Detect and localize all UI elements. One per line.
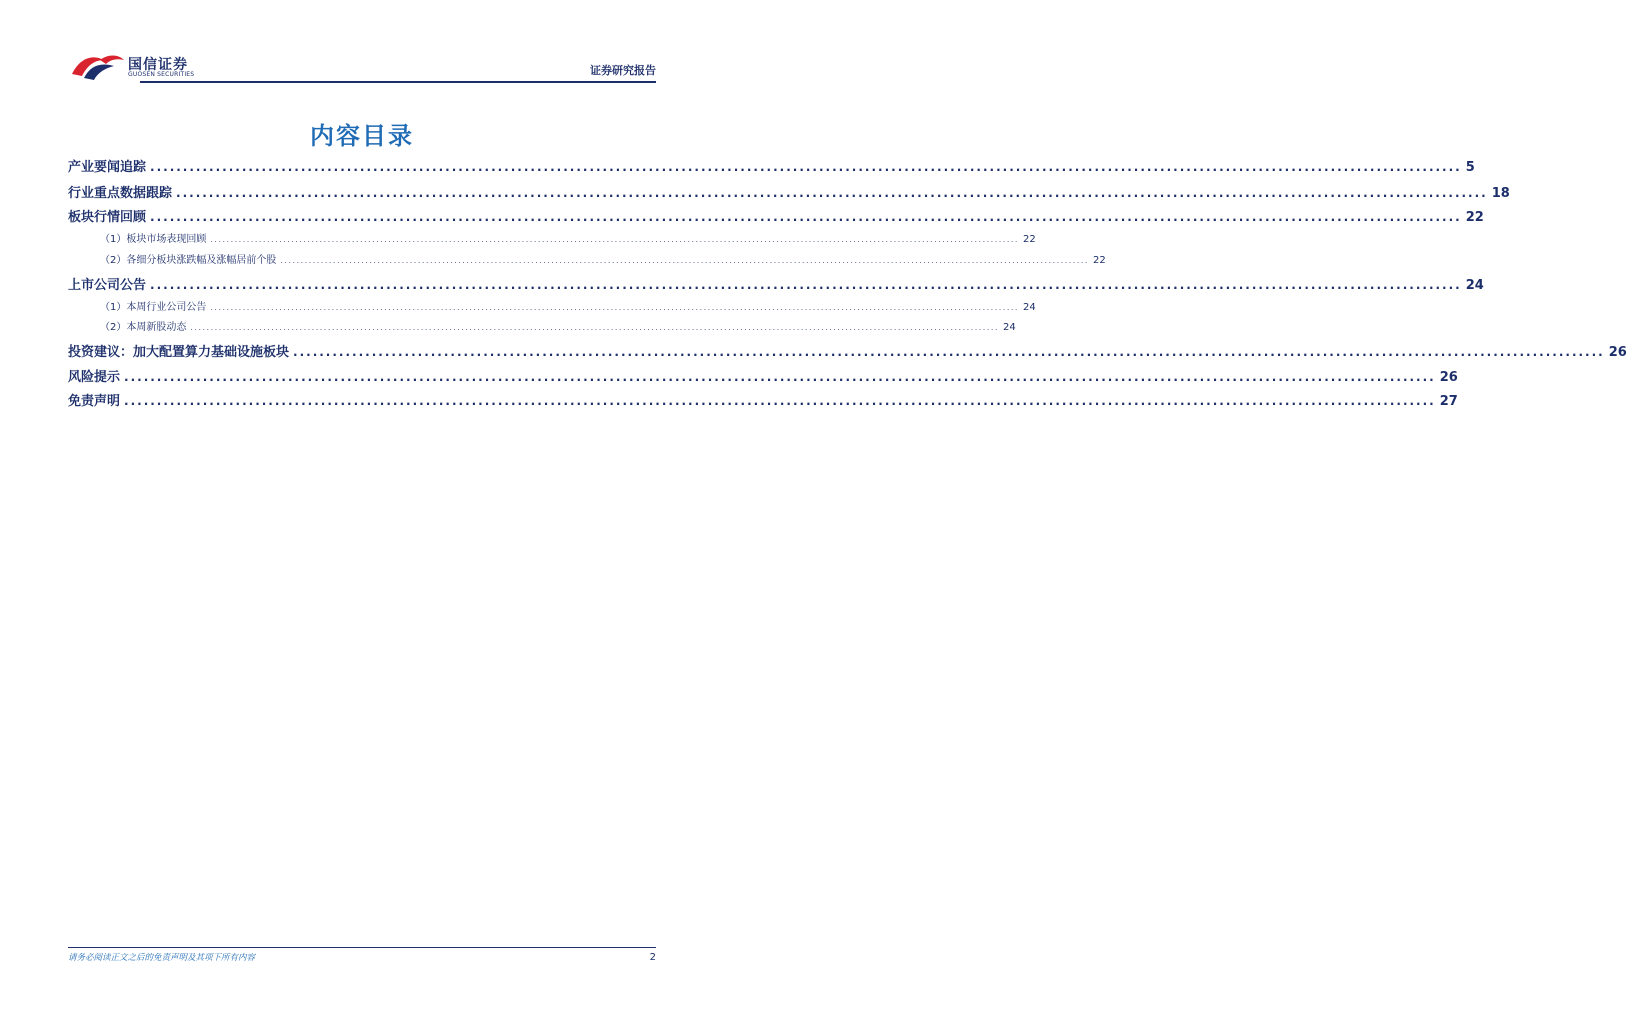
toc-entry[interactable] [68,390,1458,409]
toc-entry[interactable] [68,274,1484,293]
toc-entry-page: 26 [1439,370,1458,385]
toc-leader-dots: ........................................................................................................................................................................................................ [210,235,1019,244]
toc-entry-label: 产业要闻追踪 [68,160,147,175]
toc-entry-page: 24 [1002,322,1016,333]
page-number: 2 [649,952,656,963]
disclaimer-note: 请务必阅读正文之后的免责声明及其项下所有内容 [68,953,256,963]
report-type-label: 证券研究报告 [590,64,656,77]
toc-entry-label: 板块行情回顾 [68,210,147,225]
toc-entry[interactable] [68,206,1484,225]
toc-entry[interactable] [68,156,1475,175]
toc-entry-label: 风险提示 [68,370,121,385]
toc-leader-dots: ........................................................................................................................................................................................................ [190,323,999,332]
toc-entry-label: （1）本周行业公司公告 [100,302,207,313]
toc-entry[interactable] [68,182,1510,201]
toc-leader-dots: ........................................................................................................................................................................................................ [150,278,1462,292]
toc-entry-page: 24 [1465,278,1484,293]
footer-divider [68,947,656,948]
logo-text-en: GUOSEN SECURITIES [128,71,195,78]
toc-leader-dots: ........................................................................................................................................................................................................ [124,370,1436,384]
toc-entry-label: （1）板块市场表现回顾 [100,234,207,245]
toc-entry-page: 22 [1092,255,1106,266]
header-divider [140,81,656,83]
toc-entry-page: 18 [1491,186,1510,201]
toc-entry[interactable] [68,341,1627,360]
toc-entry-page: 26 [1608,345,1627,360]
toc-leader-dots: ........................................................................................................................................................................................................ [150,160,1462,174]
toc-subentry[interactable] [68,298,1036,313]
toc-entry-label: 投资建议：加大配置算力基础设施板块 [68,345,290,360]
toc-entry-page: 24 [1022,302,1036,313]
guosen-logo-icon [70,52,126,82]
toc-leader-dots: ........................................................................................................................................................................................................ [210,303,1019,312]
toc-leader-dots: ........................................................................................................................................................................................................ [150,210,1462,224]
toc-leader-dots: ........................................................................................................................................................................................................ [176,186,1488,200]
toc-entry-page: 22 [1022,234,1036,245]
page-header [70,50,656,84]
toc-entry-label: （2）各细分板块涨跌幅及涨幅居前个股 [100,255,277,266]
toc-leader-dots: ........................................................................................................................................................................................................ [280,256,1089,265]
toc-title: 内容目录 [310,122,414,150]
guosen-logo [70,50,210,84]
toc-entry-label: 免责声明 [68,394,121,409]
toc-entry-page: 27 [1439,394,1458,409]
toc-entry-label: 上市公司公告 [68,278,147,293]
toc-entry-label: （2）本周新股动态 [100,322,187,333]
toc-leader-dots: ........................................................................................................................................................................................................ [293,345,1605,359]
toc-entry-label: 行业重点数据跟踪 [68,186,173,201]
toc-entry-page: 5 [1465,160,1475,175]
toc-subentry[interactable] [68,318,1016,333]
toc-subentry[interactable] [68,251,1106,266]
logo-text-cn: 国信证券 [128,57,188,73]
toc-subentry[interactable] [68,230,1036,245]
toc-leader-dots: ........................................................................................................................................................................................................ [124,394,1436,408]
toc-entry[interactable] [68,366,1458,385]
toc-entry-page: 22 [1465,210,1484,225]
